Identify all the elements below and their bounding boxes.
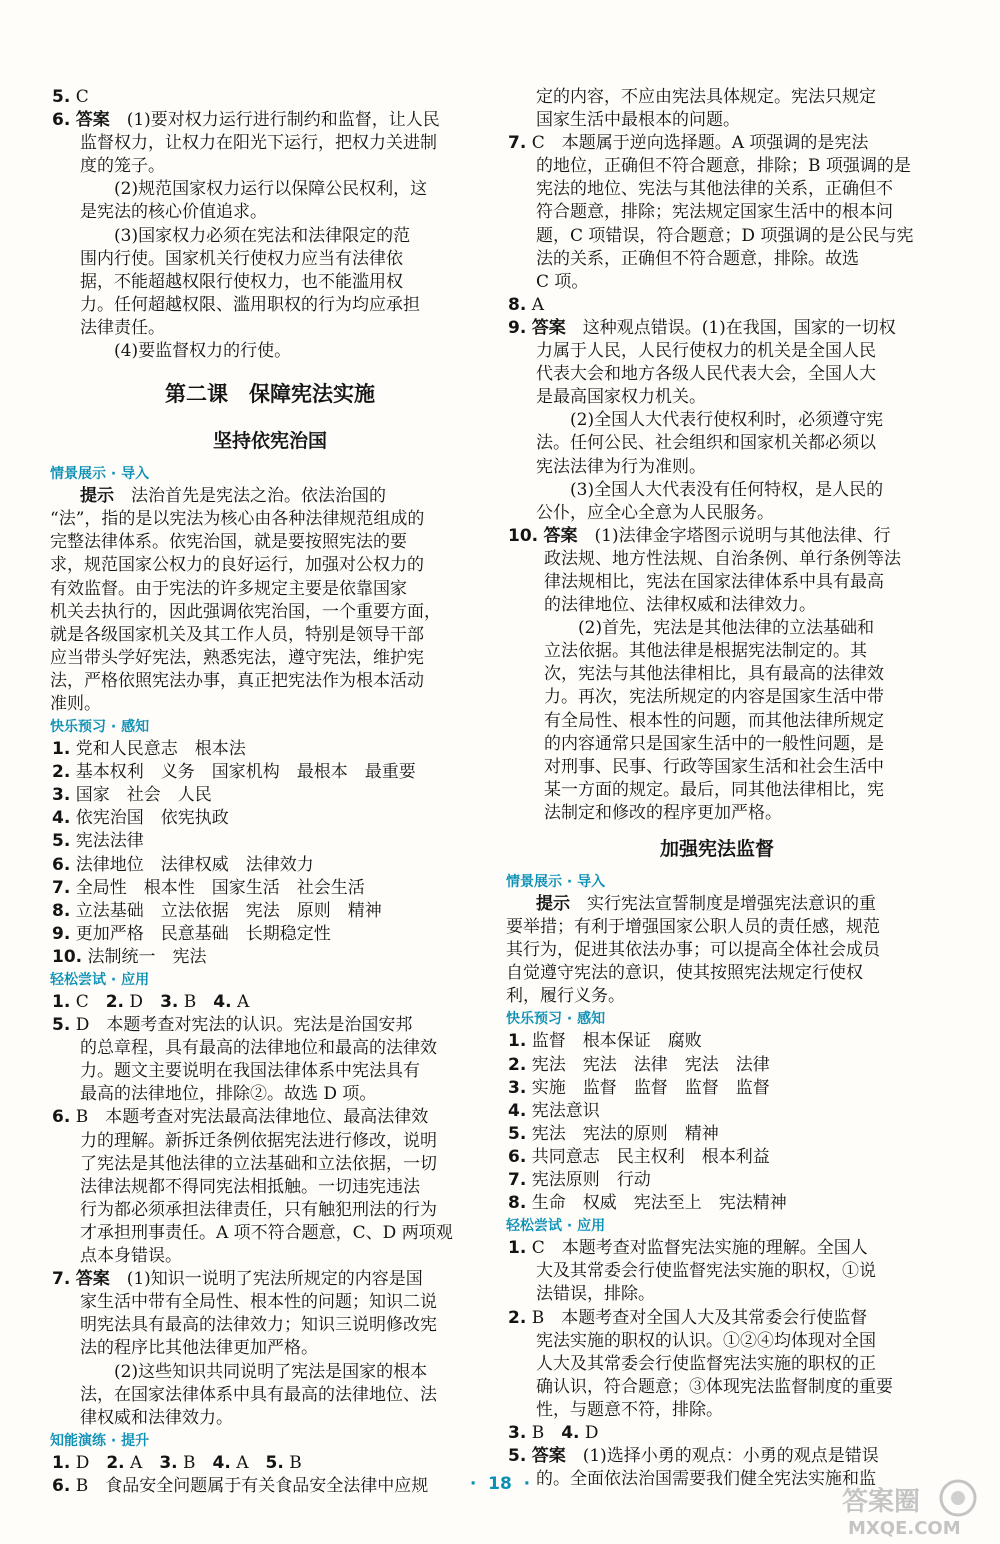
line-text: 立法基础 立法依据 宪法 原则 精神 [75, 900, 382, 921]
line-text: 法制统一 宪法 [87, 946, 207, 967]
text-line [50, 1291, 490, 1314]
line-text: 人大及其常委会行使监督宪法实施的职权的正 [536, 1353, 876, 1374]
item-number: 8. [508, 294, 527, 315]
section-heading: 知能演练 · 提升 [50, 1432, 150, 1449]
answer-item [506, 132, 928, 155]
line-text: 性，与题意不符，排除。 [536, 1399, 723, 1420]
line-text: 有效监督。由于宪法的许多规定主要是依靠国家 [50, 578, 407, 599]
line-text: 符合题意，排除；宪法规定国家生活中的根本问 [536, 202, 893, 223]
line-text: 宪法法律 [75, 831, 144, 852]
line-text: C 2. D 3. B 4. A [75, 992, 250, 1012]
answer-item [506, 1307, 928, 1330]
answer-item [506, 1146, 928, 1169]
line-text: 宪法原则 行动 [531, 1170, 651, 1191]
text-line [50, 1407, 490, 1430]
line-text: B 食品安全问题属于有关食品安全法律中应规 [75, 1475, 429, 1496]
line-text: 要举措；有利于增强国家公职人员的责任感，规范 [506, 917, 880, 938]
text-line [506, 962, 928, 985]
text-line [506, 1376, 928, 1399]
item-number: 6. [52, 110, 71, 131]
line-text: 最高的法律地位，排除②。故选 D 项。 [80, 1084, 377, 1105]
text-line [506, 779, 928, 802]
text-line [506, 1283, 928, 1306]
watermark-url: MXQE.COM [848, 1518, 961, 1538]
line-text: 自觉遵守宪法的意识，使其按照宪法规定行使权 [506, 963, 863, 984]
text-line [506, 617, 928, 640]
text-line [50, 1314, 490, 1337]
text-line [50, 670, 490, 693]
line-text: 法律责任。 [80, 317, 165, 338]
text-line [50, 178, 490, 201]
text-line [506, 109, 928, 132]
item-number: 3. [508, 1422, 527, 1443]
watermark-logo [836, 1478, 986, 1538]
answer-item [50, 854, 490, 877]
text-line [50, 578, 490, 601]
line-text: 法，在国家法律体系中具有最高的法律地位、法 [80, 1384, 437, 1405]
text-line [50, 693, 490, 716]
text-line [50, 624, 490, 647]
line-text: 大及其常委会行使监督宪法实施的职权，①说 [536, 1261, 876, 1282]
answer-item [50, 1014, 490, 1037]
text-line [506, 571, 928, 594]
item-number: 1. [52, 739, 71, 760]
line-text: 宪法实施的职权的认识。①②④均体现对全国 [536, 1330, 876, 1351]
text-line [506, 916, 928, 939]
line-text: 律法规相比，宪法在国家法律体系中具有最高 [544, 571, 884, 592]
line-text: C 项。 [536, 271, 589, 292]
text-line [506, 756, 928, 779]
item-number: 7. [52, 877, 71, 898]
chapter-title: 第二课 保障宪法实施 [165, 382, 375, 407]
line-text: 行为都必须承担法律责任，只有触犯刑法的行为 [80, 1199, 437, 1220]
line-text: (3)全国人大代表没有任何特权，是人民的 [570, 479, 884, 500]
line-text: 基本权利 义务 国家机构 最根本 最重要 [75, 762, 416, 783]
answer-item [506, 317, 928, 340]
line-text: 家生活中带有全局性、根本性的问题；知识二说 [80, 1292, 437, 1313]
line-text: 公仆，应全心全意为人民服务。 [536, 502, 774, 523]
answer-item [506, 1123, 928, 1146]
line-text: 法。任何公民、社会组织和国家机关都必须以 [536, 433, 876, 454]
section-heading: 轻松尝试 · 应用 [50, 972, 150, 988]
line-text: 了宪法是其他法律的立法基础和立法依据，一切 [80, 1153, 437, 1174]
item-number: 6. [52, 854, 71, 875]
text-line [506, 225, 928, 248]
line-text: 有全局性、根本性的问题，而其他法律所规定 [544, 710, 884, 731]
text-line [506, 939, 928, 962]
answer-label: 答案 [543, 525, 578, 546]
line-text: (3)国家权力必须在宪法和法律限定的范 [114, 225, 411, 246]
line-text: 对刑事、民事、行政等国家生活和社会生活中 [544, 756, 884, 777]
line-text: “法”，指的是以宪法为核心由各种法律规范组成的 [50, 509, 425, 530]
line-text: 力。题文主要说明在我国法律体系中宪法具有 [80, 1061, 420, 1082]
answer-item [50, 923, 490, 946]
text-line [506, 432, 928, 455]
text-line [50, 271, 490, 294]
answer-item [506, 1030, 928, 1053]
text-line [50, 1060, 490, 1083]
text-line [50, 1130, 490, 1153]
text-line [506, 340, 928, 363]
line-text: C 本题考查对监督宪法实施的理解。全国人 [531, 1238, 868, 1259]
text-line [50, 1245, 490, 1268]
answer-item [506, 1169, 928, 1192]
line-text: C [75, 87, 89, 107]
line-text: 应当带头学好宪法，熟悉宪法，遵守宪法，维护宪 [50, 647, 424, 668]
line-text: 宪法 宪法的原则 精神 [531, 1123, 719, 1144]
text-line [50, 1222, 490, 1245]
text-line [506, 1330, 928, 1353]
left-column [50, 86, 490, 1498]
item-number: 1. [508, 1031, 527, 1052]
line-text: (1)知识一说明了宪法所规定的内容是国 [126, 1269, 423, 1290]
line-text: 利，履行义务。 [506, 986, 625, 1007]
text-line [50, 1384, 490, 1407]
text-line [506, 893, 928, 916]
line-text: 准则。 [50, 693, 101, 714]
line-text: 法制定和修改的程序更加严格。 [544, 802, 782, 823]
item-number: 2. [508, 1307, 527, 1328]
line-text: 围内行使。国家机关行使权力应当有法律依 [80, 248, 403, 269]
text-line [506, 1353, 928, 1376]
line-text: 据，不能超越权限行使权力，也不能滥用权 [80, 271, 403, 292]
item-number: 3. [52, 785, 71, 806]
answer-item [50, 1268, 490, 1291]
line-text: 的法律地位、法律权威和法律效力。 [544, 595, 816, 616]
item-number: 5. [52, 831, 71, 852]
answer-item [50, 946, 490, 969]
line-text: 求，规范国家公权力的良好运行，加强对公权力的 [50, 555, 424, 576]
line-text: (4)要监督权力的行使。 [114, 341, 292, 362]
text-line [506, 733, 928, 756]
text-line [50, 1037, 490, 1060]
answer-item [50, 991, 490, 1014]
item-number: 10. [508, 525, 539, 546]
line-text: 律权威和法律效力。 [80, 1407, 233, 1428]
line-text: 法律地位 法律权威 法律效力 [75, 854, 314, 875]
line-text: 法的程序比其他法律更加严格。 [80, 1338, 318, 1359]
item-number: 6. [508, 1146, 527, 1167]
line-text: 确认识，符合题意；③体现宪法监督制度的重要 [536, 1376, 893, 1397]
line-text: 生命 权威 宪法至上 宪法精神 [531, 1193, 787, 1214]
line-text: B 本题考查对宪法最高法律地位、最高法律效 [75, 1107, 429, 1128]
line-text: 宪法法律为行为准则。 [536, 456, 706, 477]
line-text: 的地位，正确但不符合题意，排除；B 项强调的是 [536, 156, 911, 177]
line-text: (2)首先，宪法是其他法律的立法基础和 [578, 618, 875, 639]
text-line [50, 1153, 490, 1176]
answer-item [50, 877, 490, 900]
text-line [50, 601, 490, 624]
page-number: · 18 · [469, 1474, 531, 1494]
answer-item [50, 900, 490, 923]
line-text: 国家生活中最根本的问题。 [536, 110, 740, 131]
item-number: 3. [508, 1077, 527, 1098]
line-text: 监督权力，让权力在阳光下运行，把权力关进制 [80, 133, 437, 154]
line-text: 宪法 宪法 法律 宪法 法律 [531, 1054, 770, 1075]
section-heading: 快乐预习 · 感知 [50, 719, 150, 736]
text-line [506, 248, 928, 271]
answer-item [506, 294, 928, 317]
line-text: 某一方面的规定。最后，同其他法律相比，宪 [544, 779, 884, 800]
section-heading: 情景展示 · 导入 [506, 874, 606, 890]
answer-item [50, 1452, 490, 1475]
line-text: 这种观点错误。(1)在我国，国家的一切权 [582, 317, 896, 338]
text-line [50, 485, 490, 508]
item-number: 2. [508, 1054, 527, 1075]
line-text: B 本题考查对全国人大及其常委会行使监督 [531, 1307, 868, 1328]
line-text: 的总章程，具有最高的法律地位和最高的法律效 [80, 1038, 437, 1059]
line-text: 点本身错误。 [80, 1246, 182, 1267]
line-text: 的。全面依法治国需要我们健全宪法实施和监 [536, 1469, 876, 1490]
item-number: 4. [508, 1100, 527, 1121]
text-line [506, 178, 928, 201]
line-text: 法律法规都不得同宪法相抵触。一切违宪违法 [80, 1176, 420, 1197]
answer-item [50, 1106, 490, 1129]
text-line [50, 201, 490, 224]
item-number: 1. [52, 992, 71, 1012]
line-text: 宪法的地位、宪法与其他法律的关系，正确但不 [536, 179, 893, 200]
item-number: 7. [508, 1170, 527, 1191]
answer-item [506, 1054, 928, 1077]
text-line [506, 710, 928, 733]
line-text: 法的关系，正确但不符合题意，排除。故选 [536, 248, 859, 269]
line-text: A [531, 294, 544, 315]
page-number-value: 18 [488, 1474, 512, 1494]
text-line [50, 1337, 490, 1360]
line-text: 完整法律体系。依宪治国，就是要按照宪法的要 [50, 532, 407, 553]
item-number: 6. [52, 1107, 71, 1128]
line-text: 共同意志 民主权利 根本利益 [531, 1146, 770, 1167]
section-heading: 情景展示 · 导入 [50, 466, 150, 483]
text-line [50, 317, 490, 340]
line-text: 监督 根本保证 腐败 [531, 1031, 702, 1052]
text-line [506, 594, 928, 617]
answer-label: 提示 [536, 894, 570, 914]
text-line [50, 1199, 490, 1222]
line-text: (2)这些知识共同说明了宪法是国家的根本 [114, 1361, 428, 1382]
line-text: 的内容通常只是国家生活中的一般性问题，是 [544, 733, 884, 754]
line-text: 立法依据。其他法律是根据宪法制定的。其 [544, 641, 867, 662]
answer-label: 答案 [75, 1269, 110, 1290]
text-line [506, 502, 928, 525]
line-text: D 2. A 3. B 4. A 5. B [75, 1452, 302, 1473]
item-number: 2. [52, 762, 71, 783]
line-text: 力属于人民，人民行使权力的机关是全国人民 [536, 341, 876, 362]
line-text: 明宪法具有最高的法律效力；知识三说明修改宪 [80, 1315, 437, 1336]
answer-item [506, 1192, 928, 1215]
line-text: 机关去执行的，因此强调依宪治国，一个重要方面， [50, 601, 441, 622]
line-text: 宪法意识 [531, 1100, 600, 1121]
line-text: 代表大会和地方各级人民代表大会，全国人大 [536, 364, 876, 385]
answer-item [50, 761, 490, 784]
line-text: 是宪法的核心价值追求。 [80, 202, 267, 223]
text-line [50, 1361, 490, 1384]
text-line [506, 456, 928, 479]
item-number: 10. [52, 946, 83, 967]
answer-item [506, 1422, 928, 1445]
text-line [50, 554, 490, 577]
text-line [506, 640, 928, 663]
text-line [506, 985, 928, 1008]
text-line [50, 647, 490, 670]
answer-item [506, 1237, 928, 1260]
line-text: 全局性 根本性 国家生活 社会生活 [75, 877, 365, 898]
line-text: D 本题考查对宪法的认识。宪法是治国安邦 [75, 1015, 413, 1036]
item-number: 5. [52, 1015, 71, 1036]
text-line [50, 531, 490, 554]
line-text: (1)法律金字塔图示说明与其他法律、行 [594, 525, 891, 546]
line-text: 力。任何超越权限、滥用职权的行为均应承担 [80, 294, 420, 315]
text-line [50, 340, 490, 363]
line-text: 力。再次，宪法所规定的内容是国家生活中带 [544, 687, 884, 708]
item-number: 6. [52, 1475, 71, 1496]
line-text: 党和人民意志 根本法 [75, 739, 246, 760]
right-column [506, 86, 928, 1491]
text-line [50, 155, 490, 178]
answer-item [50, 784, 490, 807]
line-text: B 4. D [531, 1422, 599, 1443]
section-heading: 快乐预习 · 感知 [506, 1011, 606, 1028]
text-line [506, 409, 928, 432]
line-text: 才承担刑事责任。A 项不符合题意，C、D 两项观 [80, 1222, 453, 1243]
line-text: 依宪治国 依宪执政 [75, 808, 229, 829]
line-text: 定的内容，不应由宪法具体规定。宪法只规定 [536, 87, 876, 107]
answer-item [506, 1100, 928, 1123]
item-number: 1. [52, 1452, 71, 1473]
item-number: 8. [508, 1193, 527, 1214]
item-number: 7. [508, 133, 527, 154]
line-text: (2)规范国家权力运行以保障公民权利，这 [114, 179, 428, 200]
section-heading: 轻松尝试 · 应用 [506, 1218, 606, 1235]
text-line [506, 155, 928, 178]
answer-item [506, 525, 928, 548]
line-text: 国家 社会 人民 [75, 785, 212, 806]
line-text: 就是各级国家机关及其工作人员，特别是领导干部 [50, 624, 424, 645]
answer-label: 提示 [80, 486, 114, 507]
answer-item [50, 109, 490, 132]
answer-item [50, 830, 490, 853]
line-text: C 本题属于逆向选择题。A 项强调的是宪法 [531, 133, 869, 154]
line-text: 实行宪法宣誓制度是增强宪法意识的重 [587, 894, 876, 914]
item-number: 9. [508, 317, 527, 338]
item-number: 5. [508, 1123, 527, 1144]
line-text: 更加严格 民意基础 长期稳定性 [75, 923, 331, 944]
lesson-title: 加强宪法监督 [659, 838, 774, 860]
line-text: 题，C 项错误，符合题意；D 项强调的是公民与宪 [536, 225, 914, 246]
answer-item [50, 807, 490, 830]
line-text: 度的笼子。 [80, 156, 165, 177]
line-text: (1)选择小勇的观点：小勇的观点是错误 [582, 1446, 879, 1467]
line-text: 法，严格依照宪法办事，真正把宪法作为根本活动 [50, 670, 424, 691]
text-line [50, 508, 490, 531]
text-line [506, 1260, 928, 1283]
text-line [50, 1176, 490, 1199]
answer-label: 答案 [531, 317, 566, 338]
line-text: 法错误，排除。 [536, 1284, 655, 1305]
text-line [50, 294, 490, 317]
lesson-title: 坚持依宪治国 [212, 430, 327, 453]
text-line [506, 1399, 928, 1422]
text-line [506, 802, 928, 825]
line-text: 次，宪法与其他法律相比，具有最高的法律效 [544, 664, 884, 685]
text-line [50, 225, 490, 248]
item-number: 7. [52, 1269, 71, 1290]
item-number: 1. [508, 1238, 527, 1259]
line-text: 实施 监督 监督 监督 监督 [531, 1077, 770, 1098]
text-line [506, 271, 928, 294]
text-line [50, 1083, 490, 1106]
watermark-text: 答案圈 [842, 1487, 921, 1517]
line-text: (2)全国人大代表行使权利时，必须遵守宪 [570, 410, 884, 431]
answer-item [506, 1077, 928, 1100]
text-line [506, 201, 928, 224]
answer-label: 答案 [75, 110, 110, 131]
line-text: 其行为，促进其依法办事；可以提高全体社会成员 [506, 940, 880, 961]
text-line [506, 663, 928, 686]
item-number: 9. [52, 923, 71, 944]
text-line [506, 479, 928, 502]
answer-item [506, 1445, 928, 1468]
answer-label: 答案 [531, 1446, 566, 1467]
line-text: 是最高国家权力机关。 [536, 387, 706, 408]
item-number: 8. [52, 900, 71, 921]
line-text: 法治首先是宪法之治。依法治国的 [131, 486, 386, 507]
item-number: 5. [52, 87, 71, 107]
text-line [506, 363, 928, 386]
text-line [50, 132, 490, 155]
item-number: 4. [52, 808, 71, 829]
answer-item [50, 738, 490, 761]
text-line [506, 386, 928, 409]
line-text: 政法规、地方性法规、自治条例、单行条例等法 [544, 548, 901, 569]
item-number: 5. [508, 1446, 527, 1467]
text-line [506, 86, 928, 109]
text-line [506, 686, 928, 709]
line-text: 力的理解。新拆迁条例依据宪法进行修改，说明 [80, 1130, 437, 1151]
answer-item [50, 86, 490, 109]
text-line [50, 248, 490, 271]
text-line [506, 548, 928, 571]
line-text: (1)要对权力运行进行制约和监督，让人民 [126, 110, 440, 131]
